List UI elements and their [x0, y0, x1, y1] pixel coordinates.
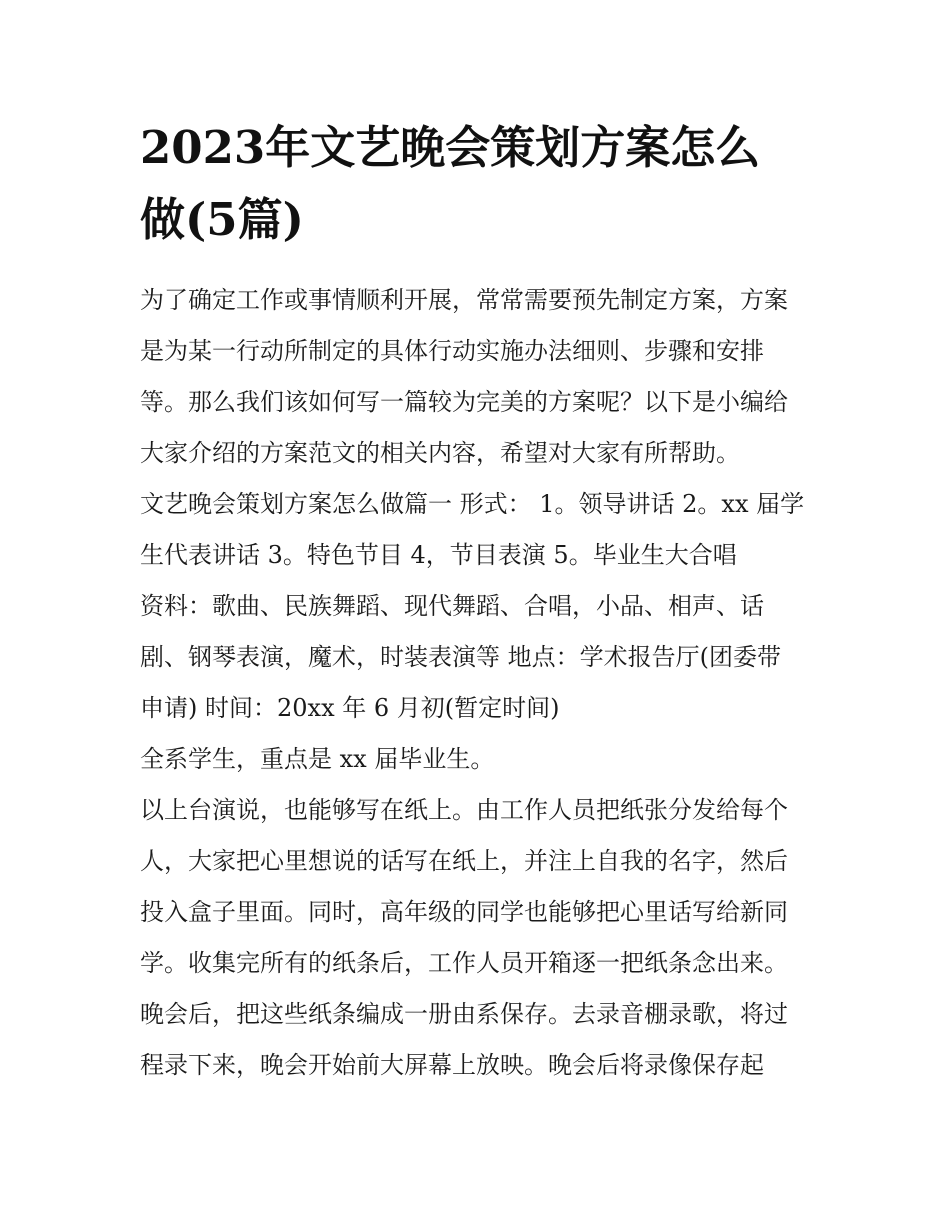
- paragraph-activity: [140, 785, 820, 1091]
- title-line: 做(5篇): [140, 193, 304, 246]
- text-line: 以上台演说，也能够写在纸上。由工作人员把纸张分发给每个: [140, 796, 788, 824]
- text-line: 学。收集完所有的纸条后，工作人员开箱逐一把纸条念出来。: [140, 949, 788, 977]
- text-line: 投入盒子里面。同时，高年级的同学也能够把心里话写给新同: [140, 898, 788, 926]
- text-line: 大家介绍的方案范文的相关内容，希望对大家有所帮助。: [140, 439, 740, 467]
- text-line: 文艺晚会策划方案怎么做篇一 形式： 1。领导讲话 2。xx 届学: [140, 490, 805, 518]
- document-body: [140, 275, 820, 1091]
- text-line: 人，大家把心里想说的话写在纸上，并注上自我的名字，然后: [140, 847, 788, 875]
- paragraph-intro: [140, 275, 820, 479]
- text-line: 为了确定工作或事情顺利开展，常常需要预先制定方案，方案: [140, 286, 788, 314]
- text-line: 晚会后，把这些纸条编成一册由系保存。去录音棚录歌，将过: [140, 1000, 788, 1028]
- paragraph-audience: [140, 734, 820, 785]
- text-line: 资料：歌曲、民族舞蹈、现代舞蹈、合唱，小品、相声、话: [140, 592, 764, 620]
- text-line: 剧、钢琴表演，魔术，时装表演等 地点：学术报告厅(团委带: [140, 643, 781, 671]
- paragraph-plan-one: [140, 479, 820, 734]
- document-title: [140, 112, 820, 256]
- text-line: 是为某一行动所制定的具体行动实施办法细则、步骤和安排: [140, 337, 764, 365]
- text-line: 申请) 时间：20xx 年 6 月初(暂定时间): [140, 694, 560, 722]
- text-line: 全系学生，重点是 xx 届毕业生。: [140, 745, 495, 773]
- text-line: 生代表讲话 3。特色节目 4，节目表演 5。毕业生大合唱: [140, 541, 737, 569]
- text-line: 等。那么我们该如何写一篇较为完美的方案呢？以下是小编给: [140, 388, 788, 416]
- title-line: 2023年文艺晚会策划方案怎么: [140, 121, 761, 174]
- text-line: 程录下来，晚会开始前大屏幕上放映。晚会后将录像保存起: [140, 1051, 764, 1079]
